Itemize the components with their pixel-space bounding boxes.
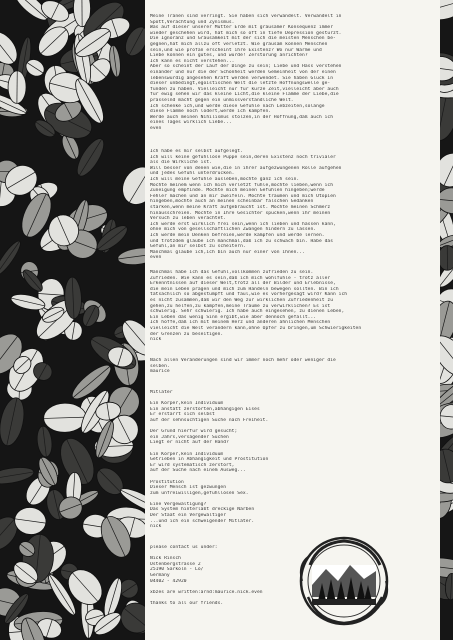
b5-line: Ein anstatt zerstörten,abhängigen Eises [150, 406, 260, 412]
contact-block [150, 545, 435, 607]
text-block-content [150, 270, 435, 343]
b2-line: Ich werde mein Denken befreien,werde kämpfen und werde lernen. [150, 232, 325, 238]
b2-line: und trotzdem glaube ich manchmal,daß ich zu schwach bin. Habe das [150, 238, 334, 244]
b5-line: nick [150, 524, 162, 530]
b1-line: funden zu haben. Vielleicht nur für kurze Zeit,vielleicht aber auch [150, 86, 339, 92]
b1-line: dieser unbedingt,egoistischen Welt die letzte Hoffnungswelle ge- [150, 81, 331, 87]
b2-line: hinausschreien. Möchte in Ihre Gesichter spucken,wenn ihr meinen [150, 210, 331, 216]
b6-line: Ostenbergstrasse 2 [150, 561, 201, 567]
b3-line: tatsächlich so abgestumpft und faul,wie es vorhergesagt wird? Kann ich [150, 292, 348, 298]
b2-line: ohne mich von gesellschaftlichen Zwängen hindern zu lassen. [150, 227, 317, 233]
b5-line: Der Staat ein Vergewaltiger [150, 513, 227, 519]
b5-line: Mitläter [150, 390, 173, 395]
b6-line: Nick Rinsch [150, 556, 181, 562]
b2-line: stärken,wenn meine Kraft aufgebraucht ist. Möchte meinen Schmerz [150, 204, 331, 210]
b5-line: Er wird systematisch zerstört, [150, 462, 235, 468]
b3-line: Ich hoffe,daß ich mit meinem Herz und anderen ähnlichen Menschen [150, 320, 331, 326]
b3-line: Zufrieden. Wie kann es sein,daß ich mich wohlfühle - trotz aller [150, 275, 331, 281]
leaf-foliage-illustration [0, 0, 145, 640]
b4-line: maurice [150, 369, 170, 375]
b1-line: wieder geschehen wird, hat mich so oft in tiefe Depression gestürzt. [150, 30, 342, 36]
b2-line: Will besser von denen wie,die in ihrer aufgezwungenen Rolle aufgehen [150, 165, 342, 171]
b2-line: even [150, 255, 162, 261]
b5-line: Liegt er nicht auf der Hand? [150, 440, 229, 446]
b1-line: prasselnd macht gegen ein unmissverständliche Welt. [150, 97, 294, 103]
b2-line: Möchte meinem wenn ich mich verletzt fühle,möchte lieben,wenn ich [150, 182, 334, 188]
b2-line: Ich werde erst wirklich frei sein,wenn ich lieben und hassen kann, [150, 221, 336, 227]
b3-line: gehen,zu helfen,zu kämpfen,meine Träume zu verwirklichen? Es ist [150, 303, 331, 309]
b2-line: Ich will meine Gefühle ausleben,möchte ganz ich sein. [150, 176, 300, 182]
b5-line: Er erstarrt sich selbst [150, 412, 215, 418]
b2-line: und jedes Gefühl unterdrücken. [150, 171, 235, 177]
b5-line: Das System hinterläßt dreckige Narben [150, 507, 255, 513]
b5-line: Getrieben in Abhängigkeit und Prostitution [150, 457, 269, 463]
b6-line: thanks to all our friends. [150, 600, 224, 606]
b1-line: lebenswürdig angesehen Kraft werden verwendet. Sie haben Glück in [150, 75, 334, 81]
b5-line: ein Jahrs,versagender Suchen [150, 434, 229, 440]
b1-line: gegnen,hat mich allzu oft verletzt. Wie grausam können Menschen [150, 41, 328, 47]
b4-line: Nach allen Veränderungen sind wir immer noch mehr oder weniger die [150, 358, 336, 363]
b1-line: Die Ignoranz und Grausamkeit mit der sich die meisten Menschen be- [150, 36, 336, 42]
text-block-changes [150, 358, 435, 375]
b2-line: Gefühl,an mir selbst zu scheitern. [150, 244, 246, 250]
b1-line: Meine Tränen sind verringt. Sie haben sich verwandelt. Verwandelt in [150, 14, 342, 19]
b6-line: 25190 Sarkoln - Lo/ [150, 567, 204, 573]
b6-line: 04402 - 42920 [150, 578, 187, 584]
b5-line: Dieser Mensch ist gezwungen [150, 485, 227, 491]
b3-line: Ein Leben das wenig Sinn ergibt,wie aber dennoch gefällt... [150, 314, 317, 320]
b2-line: hingeben,möchte auch an meinen scheinbar falschen Gedanken [150, 199, 314, 205]
b3-line: Erkenntnissen auf dieser Welt,trotz all der Bilder und Erlebnisse, [150, 281, 336, 287]
b5-line: Der Grund hierfür wird gesucht; [150, 429, 238, 435]
b3-line: schwierig. Sehr schwierig. Ich habe auch eingesehen, zu dienen Leben, [150, 309, 345, 315]
b4-line: selben. [150, 363, 170, 369]
b2-line: Ich will keine gefühllose Puppe sein,deren Existenz noch trivialer [150, 154, 336, 160]
b1-line: Spott,Verachtung und Zynismus. [150, 19, 235, 25]
b2-line: Manchmal glaube ich,ich bin auch nur einer von ihnen... [150, 249, 305, 255]
b2-line: als die Wirkliche ist. [150, 160, 212, 166]
b6-line: please contact us under: [150, 545, 218, 550]
b6-line: xbzes are written:arnd:maurice.nick.even [150, 589, 263, 595]
b5-line: ...und ich ein schweigender Mitläter. [150, 518, 255, 524]
b1-line: even [150, 125, 162, 131]
b1-line: einander und nur die der Schönheit werden Gemeinheit von der einen [150, 69, 336, 75]
b2-line: Zuneigung empfinde. Möchte mich meinen Gefühlen hingeben;werde [150, 188, 325, 194]
b5-line: auf der sehnsüchtigen Suche nach Freiheit. [150, 417, 269, 423]
b3-line: es nicht zusammen,daß wir den Weg zur wirklichen Zufriedenheit zu [150, 297, 334, 303]
b1-line: sein,und wie profan erscheint ihre Existenz? Wo nur Wärme und [150, 47, 322, 53]
b5-line: Prostitution [150, 479, 184, 485]
b1-line: Ich schenke ich,und werde diese Gefühle nach Lebzeiten,solange [150, 103, 325, 109]
poem-mitlaeter [150, 390, 435, 530]
b1-line: Was auf dieser unserer Mutter Erde mit grausamer Konsequenz immer [150, 25, 334, 31]
b2-line: Versuch zu leben verachtet. [150, 216, 227, 222]
leaf-foliage-strip [440, 0, 453, 640]
b5-line: zum unfreiwilligen,gefühllosen Sex. [150, 490, 249, 496]
b3-line: nick [150, 337, 162, 343]
b3-line: die mein Leben prägen und mich zum Handeln bewegen sollten. Bin ich [150, 286, 339, 292]
b5-line: Ein Körper,kein Individuum [150, 401, 224, 407]
b6-line: Germany [150, 572, 170, 578]
b3-line: vielleicht die Welt verändern kann,ohne Opfer zu bringen,um Schwierigkeiten [150, 325, 362, 331]
text-block-tears [150, 14, 435, 131]
b2-line: Fehler machen und an mir zweifeln. Möchte träumen und mich Utopien [150, 193, 336, 199]
b5-line: Ein Körper,kein Individuum [150, 451, 224, 457]
forest-emblem-icon [298, 535, 390, 627]
leaf-shape [440, 245, 453, 270]
b2-line: Ich habe es mir selbst aufgelegt. [150, 149, 243, 154]
b1-line: diese Flamme noch lodert,werde ich kämpfen. [150, 109, 272, 115]
b3-line: der Grenzen zu beseitigen. [150, 331, 224, 337]
b1-line: eines Tages wirklich Liebe... [150, 120, 232, 126]
text-block-self [150, 149, 435, 261]
b5-line: Eine Vergewaltigung? [150, 501, 207, 507]
b1-line: Aber so scheint der Lauf der Dinge zu sein; Liebe und Hass verstehen [150, 64, 342, 70]
b5-line: auf der Suche nach einem Ausweg... [150, 468, 246, 474]
b3-line: Manchmal habe ich das Gefühl,vollkommen zufrieden zu sein. [150, 270, 314, 275]
b1-line: für ewig sehen wir das kleine Licht,die kleine Flamme der Liebe,die [150, 92, 339, 98]
b1-line: Werde auch meinen Nihilismus stolzen,in der Hoffnung,daß auch ich [150, 114, 334, 120]
b1-line: Ich kann es nicht verstehen... [150, 58, 235, 64]
b1-line: Liebe können ein gutes, und würde! Zerstörung anrichten? [150, 53, 308, 59]
